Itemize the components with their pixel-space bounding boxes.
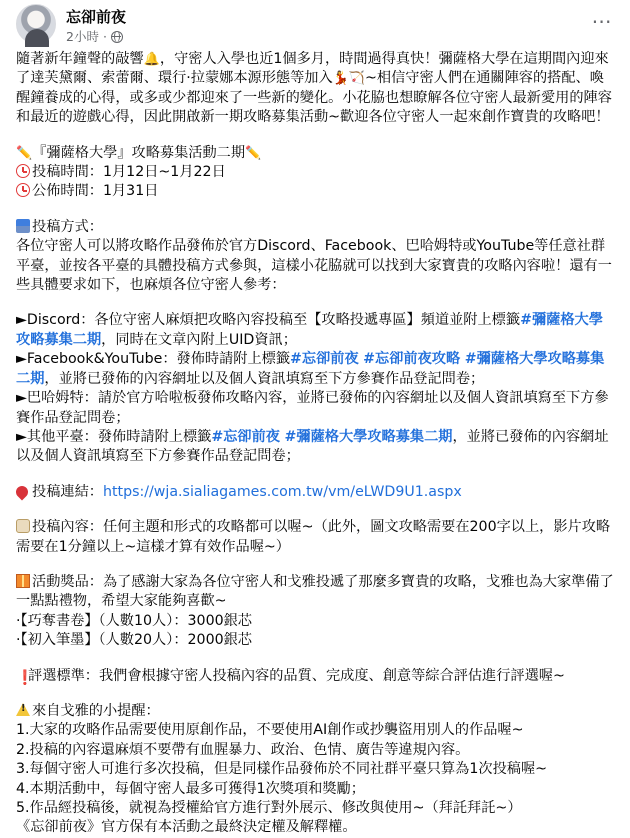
reward-item-2: ·【初入筆墨】（人數20人）：2000銀芯 [16,632,252,649]
pencil-icon: ✏️ [16,145,33,161]
post-body [16,50,616,838]
methods-title-line: 投稿方式： [16,218,616,237]
rule-5: 5.作品經投稿後，就視為授權給官方進行對外展示、修改與使用~（拜託拜託~） [16,800,522,816]
hashtag-link[interactable]: #彌薩格大學攻略募集二期 [16,351,605,387]
globe-icon [111,31,123,43]
scroll-icon [16,519,30,533]
post-header [16,0,616,50]
post-meta [66,29,123,44]
more-options-button[interactable]: ⋯ [591,9,613,34]
bahamut-method: ►巴哈姆特：請於官方哈啦板發佈攻略內容，並將已發佈的內容網址以及個人資訊填寫至下方參賽作品登記問卷； [16,390,609,426]
discord-method: ►Discord：各位守密人麻煩把攻略內容投稿至【攻略投遞專區】頻道並附上標籤#彌薩格大學攻略募集二期，同時在文章內附上UID資訊； [16,312,603,348]
hashtag-link[interactable]: #忘卻前夜攻略 [363,351,461,368]
celebration-icons: 💃🏹 [332,71,366,87]
other-platform-method: ►其他平臺：發佈時請附上標籤#忘卻前夜 #彌薩格大學攻略募集二期，並將已發佈的內容網址以及個人資訊填寫至下方參賽作品登記問卷； [16,428,609,465]
meta-separator: · [102,29,107,44]
hashtag-link[interactable]: #彌薩格大學攻略募集二期 [284,428,453,445]
pencil-icon: ✏️ [245,145,262,161]
clock-icon [16,164,30,178]
reminder-title-line: !來自戈雅的小提醒： [16,702,616,721]
final-note: 《忘卻前夜》官方保有本活動之最終決定權及解釋權。 [16,819,357,836]
announce-time-line: 公佈時間：1月31日 [16,182,616,201]
mailbox-icon [16,219,30,233]
warning-icon [16,703,30,716]
page-avatar[interactable] [16,4,56,44]
page-name[interactable]: 忘卻前夜 [66,8,127,26]
campaign-title: 『彌薩格大學』攻略募集活動二期 [32,144,246,161]
post-time[interactable]: 2小時 [66,29,99,44]
intro-paragraph: 隨著新年鐘聲的敲響🔔，守密人入學也近1個多月，時間過得真快！彌薩格大學在這期間內迎來了達芙黛爾、索蕾爾、環行·拉蒙娜本源形態等加入💃🏹~相信守密人們在通關陣容的搭配、喚醒鐘養成的心得，或多或少都迎來了一些新的變化。小花脇也想瞭解各位守密人最新愛用的陣容和最近的遊戲心得，因此開啟新一期攻略募集活動~歡迎各位守密人一起來創作寶貴的攻略吧！ [16,51,612,126]
submission-link-line: 投稿連結：https://wja.sialiagames.com.tw/vm/eLWD9U1.aspx [16,483,616,502]
hashtag-link[interactable]: #彌薩格大學攻略募集二期 [16,312,603,348]
submission-link[interactable]: https://wja.sialiagames.com.tw/vm/eLWD9U1.aspx [102,483,462,500]
criteria-line: ❗評選標準：我們會根據守密人投稿內容的品質、完成度、創意等綜合評估進行評選喔~ [16,667,565,686]
submission-time-line: 投稿時間：1月12日~1月22日 [16,163,616,182]
methods-intro: 各位守密人可以將攻略作品發佈於官方Discord、Facebook、巴哈姆特或YouTube等任意社群平臺，並按各平臺的具體投稿方式參與，這樣小花脇就可以找到大家寶貴的攻略內容啦！還有一些具體要求如下，也麻煩各位守密人參考： [16,238,612,294]
gift-icon [16,574,30,588]
exclamation-icon: ❗ [16,669,34,686]
reward-line: 活動獎品：為了感謝大家為各位守密人和戈雅投遞了那麼多寶貴的攻略，戈雅也為大家準備了一點點禮物，希望大家能夠喜歡~ [16,573,614,610]
rule-2: 2.投稿的內容還麻煩不要帶有血腥暴力、政治、色情、廣告等違規內容。 [16,741,470,758]
rule-3: 3.每個守密人可進行多次投稿，但是同樣作品發佈於不同社群平臺只算為1次投稿喔~ [16,761,548,778]
facebook-youtube-method: ►Facebook&YouTube：發佈時請附上標籤#忘卻前夜 #忘卻前夜攻略 #彌薩格大學攻略募集二期，並將已發佈的內容網址以及個人資訊填寫至下方參賽作品登記問卷； [16,351,605,387]
bell-icon: 🔔 [143,52,160,67]
rule-1: 1.大家的攻略作品需要使用原創作品，不要使用AI創作或抄襲盜用別人的作品喔~ [16,722,524,739]
campaign-title-line [16,144,616,163]
clock-icon [16,183,30,197]
content-rule-line: 投稿內容：任何主題和形式的攻略都可以喔~（此外，圖文攻略需要在200字以上，影片攻略需要在1分鐘以上~這樣才算有效作品喔~） [16,519,611,555]
rule-4: 4.本期活動中，每個守密人最多可獲得1次獎項和獎勵； [16,780,365,797]
reward-item-1: ·【巧奪書卷】（人數10人）：3000銀芯 [16,612,252,629]
hashtag-link[interactable]: #忘卻前夜 [211,428,280,445]
hashtag-link[interactable]: #忘卻前夜 [290,351,359,368]
pin-icon [14,483,31,500]
